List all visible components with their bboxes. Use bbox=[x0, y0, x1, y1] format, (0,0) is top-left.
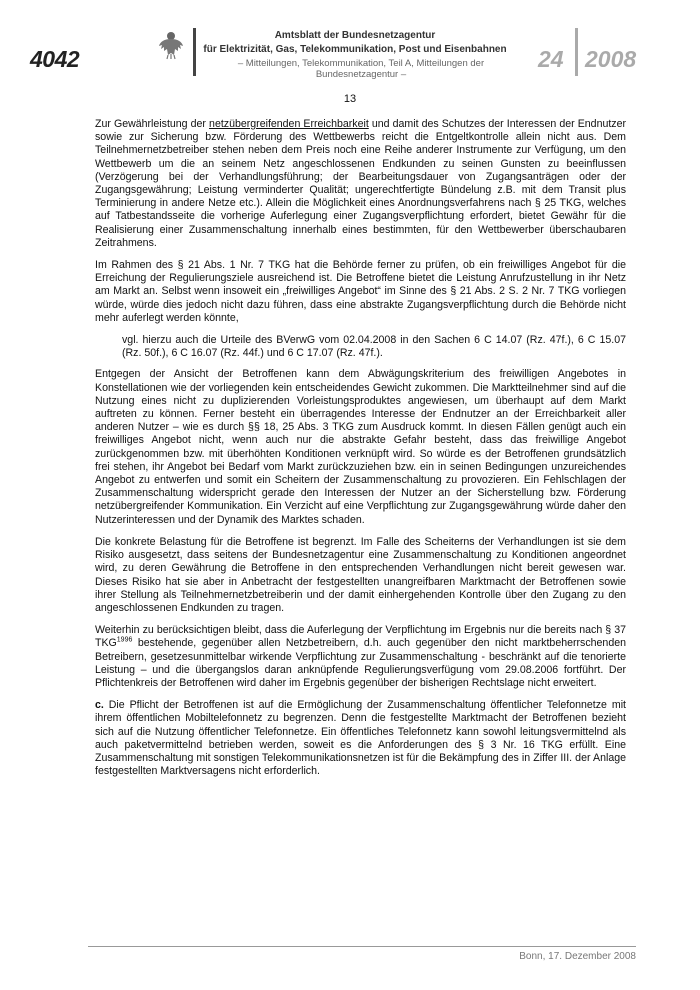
superscript: 1996 bbox=[116, 636, 133, 644]
document-body bbox=[95, 118, 626, 787]
header-divider-right bbox=[575, 28, 578, 76]
issue-number: 24 bbox=[538, 46, 564, 72]
document-page-index: 13 bbox=[343, 93, 357, 105]
page-header bbox=[0, 0, 700, 80]
issue-year: 2008 bbox=[585, 46, 637, 72]
paragraph: Zur Gewährleistung der netzübergreifenden Erreichbarkeit und damit des Schutzes der Interessen der Endnutzer sowie zur Sicherung bzw. Förderung des Wettbewerbs reicht die Entgeltkontrolle allein nicht aus. Dem Teilnehmernetzbetreiber stehen neben dem Preis noch eine Reihe anderer Instrumente zur Verfügung, um den Wettbewerb um die an seinem Netz angeschlossenen Endkunden zu seinen Gunsten zu beeinflussen (Verzögerung bei der Verhandlungsführung; der Bearbeitungsdauer von Zugangsanträgen oder der Zugangsgewährung; Leistung verminderter Qualität; ungerechtfertigte Bündelung z.B. mit dem Transit plus Terminierung in andere Netze etc.). Allein die Möglichkeit eines Anordnungsverfahrens nach § 25 TKG, welches auf Tatbestandsseite die vorherige Auferlegung einer Zugangsverpflichtung erfordert, bietet Gewähr für die Realisierung einer Zusammenschaltung innerhalb eines bestimmten, für den Wettbewerber überschaubaren Zeitrahmens. bbox=[95, 118, 627, 249]
journal-page-number: 4042 bbox=[30, 46, 80, 72]
underlined-term: netzübergreifenden Erreichbarkeit bbox=[209, 118, 369, 130]
paragraph: Die konkrete Belastung für die Betroffene ist begrenzt. Im Falle des Scheiterns der Verhandlungen ist sie dem Risiko ausgesetzt, dass seitens der Bundesnetzagentur eine Zusammenschaltung zu Konditionen angeordnet wird, zu deren Gewährung die Betroffene in den entsprechenden Verhandlungen nicht bereit gewesen war. Dieses Risiko hat sie aber in Anbetracht der festgestellten unangreifbaren Marktmacht der Betroffenen sowie ihrer Stellung als Teilnehmernetzbetreiberin und der damit einhergehenden Kontrolle über den Zugang zu den angeschlossenen Endkunden zu tragen. bbox=[95, 535, 626, 614]
footer-divider bbox=[88, 946, 636, 947]
paragraph: Im Rahmen des § 21 Abs. 1 Nr. 7 TKG hat die Behörde ferner zu prüfen, ob ein freiwilliges Angebot für die Erreichung der Regulierungsziele ausreichend ist. Die Betroffene bietet die Leistung Anrufzustellung in ihr Netz am Markt an. Selbst wenn insoweit ein „freiwilliges Angebot“ im Sinne des § 21 Abs. 2 S. 2 Nr. 7 TKG vorliegen würde, würde dies jedoch nicht dazu führen, dass eine abstrakte Zugangsverpflichtung durch die Behörde nicht mehr auferlegt werden könnte, bbox=[95, 259, 626, 324]
citation-quote: vgl. hierzu auch die Urteile des BVerwG vom 02.04.2008 in den Sachen 6 C 14.07 (Rz. 47f.), 6 C 15.07 (Rz. 50f.), 6 C 16.07 (Rz. 44f.) und 6 C 17.07 (Rz. 47f.). bbox=[122, 334, 626, 360]
journal-title-subline: für Elektrizität, Gas, Telekommunikation, Post und Eisenbahnen bbox=[203, 44, 507, 55]
section-label: c. bbox=[95, 699, 104, 712]
paragraph: Entgegen der Ansicht der Betroffenen kann dem Abwägungskriterium des freiwilligen Angebotes in Konstellationen wie der vorliegenden kein entscheidendes Gewicht zukommen. Die Marktteilnehmer sind auf die Nutzung eines nicht zu duplizierenden Vorleistungsproduktes angewiesen, um überhaupt auf dem Markt auftreten zu können. Ferner besteht ein überragendes Interesse der Endnutzer an der Erreichbarkeit aller anderen Nutzer – wie es durch §§ 18, 25 Abs. 3 TKG zum Ausdruck kommt. In diesen Fällen genügt auch ein freiwilliges Angebot nicht, wenn auch nur die abstrakte Gefahr besteht, dass das freiwillige Angebot zurückgenommen bzw. mit überhöhten Konditionen verknüpft wird. So würde es der Betroffenen grundsätzlich frei stehen, ihr Angebot bei Bedarf vom Markt zurückzuziehen bzw. ein in seinen Bedingungen unzureichendes Angebot zu entwerfen und somit ein Scheitern der Zusammenschaltung zu provozieren. Ein Fehlschlagen der Zusammenschaltung widerspricht gerade den Interessen der Nutzer an der Sicherstellung bzw. Förderung netzübergreifender Kommunikation. Ein Verzicht auf eine Verpflichtung zur Zugangsgewährung würde daher den Nutzerinteressen und der Dynamik des Marktes schaden. bbox=[95, 368, 626, 526]
paragraph: c. Die Pflicht der Betroffenen ist auf die Ermöglichung der Zusammenschaltung öffentlicher Telefonnetze mit ihrem öffentlichen Mobiltelefonnetz zu begrenzen. Denn die festgestellte Marktmacht der Betroffenen bezieht sich auf die Nutzung öffentlicher Telefonnetze. Ein öffentliches Telefonnetz kann sowohl leitungsvermittelnd als auch paketvermittelnd betrieben werden, soweit es die Anforderungen des § 3 Nr. 16 TKG erfüllt. Eine Zusammenschaltung mit sonstigen Telekommunikationsnetzen ist für die Bekämpfung des in Ziffer III. der Anlage festgestellten Marktversagens nicht erforderlich. bbox=[95, 699, 626, 778]
federal-eagle-icon bbox=[158, 30, 184, 60]
paragraph: Weiterhin zu berücksichtigen bleibt, dass die Auferlegung der Verpflichtung im Ergebnis nur die bereits nach § 37 $TKG^{1996}$ bestehende, gegenüber allen Netzbetreibern, d.h. auch gegenüber den nicht marktbeherrschenden Betreibern, gesetzesunmittelbar wirkende Verpflichtung zur Zusammenschaltung - beschränkt auf die tenorierte Leistung – und die übergangslos daran anknüpfende Regulierungsverfügung vom 29.08.2006 fortführt. Der Pflichtenkreis der Betroffenen wird daher im Ergebnis gegenüber der bisherigen Rechtslage nicht erweitert. bbox=[95, 624, 626, 689]
footer-place-date: Bonn, 17. Dezember 2008 bbox=[519, 951, 636, 962]
journal-title: Amtsblatt der Bundesnetzagentur bbox=[274, 30, 436, 41]
journal-section: – Mitteilungen, Telekommunikation, Teil A, Mitteilungen der Bundesnetzagentur – bbox=[237, 58, 485, 80]
